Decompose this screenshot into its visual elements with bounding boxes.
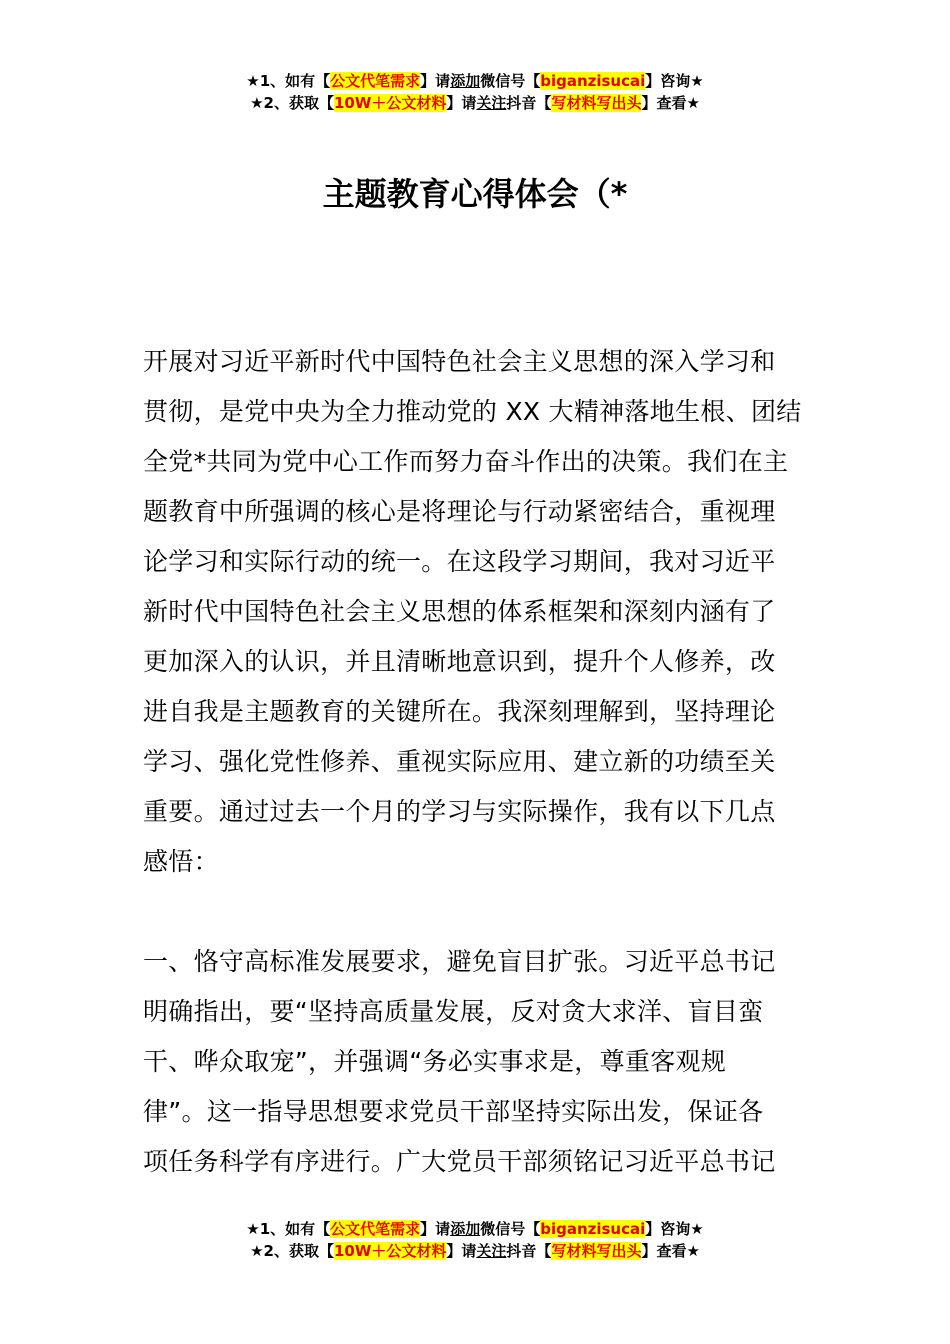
promo-text: 抖音【 — [506, 94, 552, 112]
promo-text: ★1、如有【 — [246, 1220, 331, 1238]
promo-text: 微信号【 — [480, 72, 541, 90]
promo-highlight: 10W＋公文材料 — [333, 94, 447, 112]
promo-text: ★2、获取【 — [250, 94, 334, 112]
promo-line-2 — [0, 1240, 950, 1262]
promo-underline: 添加 — [450, 72, 481, 90]
promo-highlight: 写材料写出头 — [551, 94, 642, 112]
promo-highlight: 写材料写出头 — [551, 1242, 642, 1260]
paragraph-line: 一、恪守高标准发展要求，避免盲目扩张。习近平总书记 — [143, 947, 776, 976]
promo-text: 】查看★ — [641, 1242, 700, 1260]
promo-highlight: 10W＋公文材料 — [333, 1242, 447, 1260]
promo-underline: 关注 — [476, 1242, 507, 1260]
promo-highlight: biganzisucai — [540, 72, 646, 90]
paragraph-line: 律”。这一指导思想要求党员干部坚持实际出发，保证各 — [143, 1097, 764, 1126]
paragraph-line: 论学习和实际行动的统一。在这段学习期间，我对习近平 — [143, 547, 776, 576]
paragraph-line: 新时代中国特色社会主义思想的体系框架和深刻内涵有了 — [143, 597, 776, 626]
paragraph-line: 贯彻，是党中央为全力推动党的 XX 大精神落地生根、团结 — [143, 397, 802, 426]
paragraph-line: 重要。通过过去一个月的学习与实际操作，我有以下几点 — [143, 797, 776, 826]
paragraph-line: 学习、强化党性修养、重视实际应用、建立新的功绩至关 — [143, 747, 776, 776]
promo-text: 微信号【 — [480, 1220, 541, 1238]
paragraph-line: 干、哗众取宠”，并强调“务必实事求是，尊重客观规 — [143, 1047, 727, 1076]
paragraph-line: 感悟： — [143, 847, 219, 876]
promo-underline: 关注 — [476, 94, 507, 112]
promo-text: 】咨询★ — [645, 1220, 704, 1238]
promo-line-1 — [0, 70, 950, 92]
promo-text: ★2、获取【 — [250, 1242, 334, 1260]
promo-underline: 添加 — [450, 1220, 481, 1238]
paragraph-line: 全党*共同为党中心工作而努力奋斗作出的决策。我们在主 — [143, 447, 789, 476]
paragraph-line: 进自我是主题教育的关键所在。我深刻理解到，坚持理论 — [143, 697, 776, 726]
paragraph-line: 开展对习近平新时代中国特色社会主义思想的深入学习和 — [143, 347, 776, 376]
promo-text: 】请 — [446, 94, 477, 112]
paragraph-line: 明确指出，要“坚持高质量发展，反对贪大求洋、盲目蛮 — [143, 997, 764, 1026]
footer-promo-banner — [0, 1218, 950, 1262]
body-paragraph-2 — [143, 937, 809, 1187]
promo-text: 】咨询★ — [645, 72, 704, 90]
promo-highlight: biganzisucai — [540, 1220, 646, 1238]
body-paragraph-1 — [143, 337, 809, 887]
paragraph-line: 更加深入的认识，并且清晰地意识到，提升个人修养，改 — [143, 647, 776, 676]
promo-line-1 — [0, 1218, 950, 1240]
promo-line-2 — [0, 92, 950, 114]
document-title: 主题教育心得体会（* — [322, 175, 628, 214]
header-promo-banner — [0, 70, 950, 114]
promo-text: 】查看★ — [641, 94, 700, 112]
promo-highlight: 公文代笔需求 — [330, 1220, 421, 1238]
promo-highlight: 公文代笔需求 — [330, 72, 421, 90]
paragraph-line: 题教育中所强调的核心是将理论与行动紧密结合，重视理 — [143, 497, 776, 526]
paragraph-line: 项任务科学有序进行。广大党员干部须铭记习近平总书记 — [143, 1147, 776, 1176]
promo-text: ★1、如有【 — [246, 72, 331, 90]
promo-text: 】请 — [420, 72, 451, 90]
promo-text: 】请 — [420, 1220, 451, 1238]
promo-text: 】请 — [446, 1242, 477, 1260]
promo-text: 抖音【 — [506, 1242, 552, 1260]
